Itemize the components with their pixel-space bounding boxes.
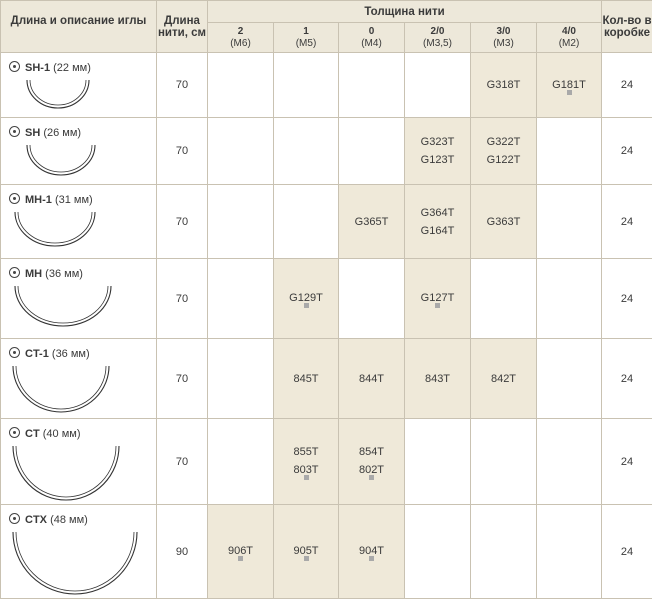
- product-cell: [208, 419, 274, 505]
- needle-curve-icon: [11, 284, 121, 330]
- size-label: 0: [339, 26, 404, 38]
- needle-header: Длина и описание иглы: [1, 1, 157, 53]
- product-cell: [537, 259, 602, 339]
- radio-bullet-icon: [9, 427, 20, 438]
- product-code: G129T: [274, 289, 338, 307]
- product-cell: [405, 419, 471, 505]
- product-code: G363T: [471, 213, 536, 231]
- size-label: 3/0: [471, 26, 536, 38]
- size-header: [471, 23, 537, 53]
- needle-cell: [1, 185, 157, 259]
- count-cell: 24: [602, 339, 652, 419]
- length-header: Длина нити, см: [157, 1, 208, 53]
- length-cell: 70: [157, 259, 208, 339]
- product-cell: [405, 339, 471, 419]
- product-cell: [537, 185, 602, 259]
- product-cell: [537, 419, 602, 505]
- radio-bullet-icon: [9, 513, 20, 524]
- table-row: [1, 419, 652, 505]
- product-code: 842T: [471, 370, 536, 388]
- needle-dimension: (48 мм): [50, 514, 88, 526]
- needle-cell: [1, 118, 157, 185]
- needle-curve-icon: [9, 444, 129, 504]
- metric-label: (M6): [208, 38, 273, 50]
- product-code: G123T: [405, 151, 470, 169]
- product-cell: [339, 505, 405, 599]
- length-cell: 70: [157, 53, 208, 118]
- needle-cell: [1, 505, 157, 599]
- product-cell: [537, 339, 602, 419]
- length-cell: 70: [157, 339, 208, 419]
- product-cell: [274, 339, 339, 419]
- product-cell: [339, 53, 405, 118]
- table-row: [1, 185, 652, 259]
- product-code: G365T: [339, 213, 404, 231]
- product-cell: [339, 259, 405, 339]
- product-cell: [208, 118, 274, 185]
- needle-name: MH-1: [25, 194, 52, 206]
- needle-dimension: (36 мм): [45, 268, 83, 280]
- product-cell: [405, 505, 471, 599]
- needle-dimension: (22 мм): [53, 62, 91, 74]
- count-cell: 24: [602, 419, 652, 505]
- metric-label: (M3,5): [405, 38, 470, 50]
- table-row: [1, 53, 652, 118]
- product-cell: [339, 339, 405, 419]
- product-code: G323T: [405, 133, 470, 151]
- needle-name: MH: [25, 268, 42, 280]
- needle-cell: [1, 53, 157, 118]
- metric-label: (M4): [339, 38, 404, 50]
- count-cell: 24: [602, 185, 652, 259]
- needle-curve-icon: [23, 143, 105, 179]
- product-code: G127T: [405, 289, 470, 307]
- product-cell: [274, 419, 339, 505]
- radio-bullet-icon: [9, 193, 20, 204]
- needle-curve-icon: [11, 210, 105, 250]
- product-cell: [537, 118, 602, 185]
- product-cell: [537, 505, 602, 599]
- product-cell: [274, 259, 339, 339]
- length-cell: 70: [157, 118, 208, 185]
- product-cell: [471, 339, 537, 419]
- product-code: 844T: [339, 370, 404, 388]
- product-cell: [405, 53, 471, 118]
- radio-bullet-icon: [9, 267, 20, 278]
- size-header: [405, 23, 471, 53]
- size-label: 2: [208, 26, 273, 38]
- needle-curve-icon: [9, 364, 119, 416]
- product-cell: [339, 419, 405, 505]
- product-code: 845T: [274, 370, 338, 388]
- product-cell: [274, 118, 339, 185]
- product-code: G364T: [405, 204, 470, 222]
- product-cell: [274, 505, 339, 599]
- needle-cell: [1, 259, 157, 339]
- product-code: 855T: [274, 443, 338, 461]
- product-code: 803T: [274, 461, 338, 479]
- metric-label: (M2): [537, 38, 601, 50]
- table-row: [1, 259, 652, 339]
- product-cell: [208, 339, 274, 419]
- metric-label: (M5): [274, 38, 338, 50]
- size-header: [274, 23, 339, 53]
- needle-cell: [1, 339, 157, 419]
- product-cell: [471, 505, 537, 599]
- radio-bullet-icon: [9, 126, 20, 137]
- size-header: [339, 23, 405, 53]
- product-code: G181T: [537, 76, 601, 94]
- size-header: [208, 23, 274, 53]
- table-row: [1, 505, 652, 599]
- thickness-header: Толщина нити: [208, 1, 602, 23]
- length-cell: 70: [157, 185, 208, 259]
- product-cell: [274, 185, 339, 259]
- radio-bullet-icon: [9, 347, 20, 358]
- count-header: Кол-во в коробке: [602, 1, 652, 53]
- product-cell: [208, 259, 274, 339]
- product-cell: [471, 118, 537, 185]
- product-code: 905T: [274, 542, 338, 560]
- product-cell: [405, 185, 471, 259]
- size-label: 2/0: [405, 26, 470, 38]
- radio-bullet-icon: [9, 61, 20, 72]
- needle-dimension: (36 мм): [52, 348, 90, 360]
- product-cell: [208, 505, 274, 599]
- count-cell: 24: [602, 118, 652, 185]
- product-code: 906T: [208, 542, 273, 560]
- needle-name: SH: [25, 127, 40, 139]
- needle-dimension: (40 мм): [43, 428, 81, 440]
- product-code: G322T: [471, 133, 536, 151]
- product-code: 802T: [339, 461, 404, 479]
- needle-name: CT: [25, 428, 40, 440]
- needle-dimension: (31 мм): [55, 194, 93, 206]
- product-cell: [339, 185, 405, 259]
- product-cell: [405, 118, 471, 185]
- product-cell: [274, 53, 339, 118]
- needle-curve-icon: [9, 530, 147, 598]
- table-row: [1, 118, 652, 185]
- needle-name: SH-1: [25, 62, 50, 74]
- size-label: 4/0: [537, 26, 601, 38]
- metric-label: (M3): [471, 38, 536, 50]
- size-label: 1: [274, 26, 338, 38]
- product-code: 904T: [339, 542, 404, 560]
- length-cell: 90: [157, 505, 208, 599]
- needle-name: CT-1: [25, 348, 49, 360]
- product-cell: [208, 185, 274, 259]
- count-cell: 24: [602, 505, 652, 599]
- product-cell: [537, 53, 602, 118]
- length-cell: 70: [157, 419, 208, 505]
- size-header: [537, 23, 602, 53]
- count-cell: 24: [602, 259, 652, 339]
- needle-cell: [1, 419, 157, 505]
- product-cell: [405, 259, 471, 339]
- product-cell: [208, 53, 274, 118]
- needle-dimension: (26 мм): [43, 127, 81, 139]
- product-cell: [471, 259, 537, 339]
- product-cell: [471, 53, 537, 118]
- table-row: [1, 339, 652, 419]
- product-cell: [339, 118, 405, 185]
- product-code: G164T: [405, 222, 470, 240]
- product-code: 854T: [339, 443, 404, 461]
- product-code: G318T: [471, 76, 536, 94]
- product-code: 843T: [405, 370, 470, 388]
- product-code: G122T: [471, 151, 536, 169]
- product-cell: [471, 419, 537, 505]
- needle-name: CTX: [25, 514, 47, 526]
- count-cell: 24: [602, 53, 652, 118]
- needle-curve-icon: [23, 78, 99, 112]
- product-cell: [471, 185, 537, 259]
